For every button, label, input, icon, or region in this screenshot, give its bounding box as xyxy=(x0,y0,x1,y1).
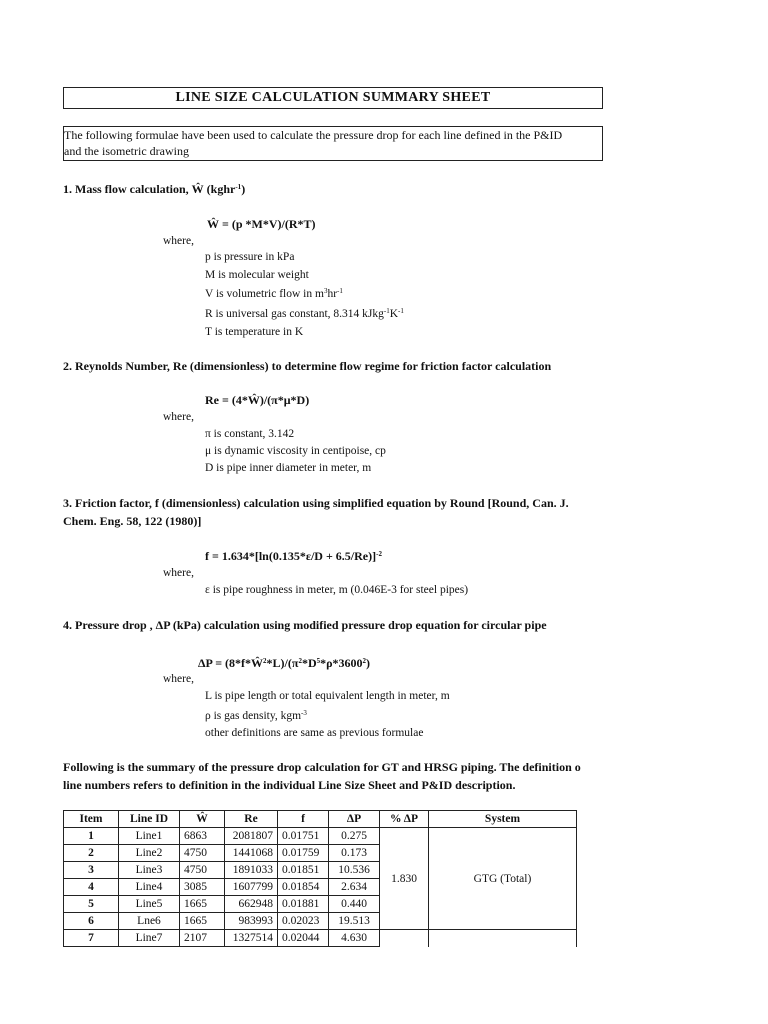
cell-line-id: Line1 xyxy=(119,828,180,845)
col-header-system: System xyxy=(429,811,577,828)
cell-line-id: Lne6 xyxy=(119,913,180,930)
cell-line-id: Line7 xyxy=(119,930,180,947)
cell-re: 662948 xyxy=(225,896,278,913)
cell-w: 6863 xyxy=(180,828,225,845)
cell-dp: 0.275 xyxy=(329,828,380,845)
cell-f: 0.01751 xyxy=(278,828,329,845)
cell-f: 0.01854 xyxy=(278,879,329,896)
cell-re: 983993 xyxy=(225,913,278,930)
intro-line-2: and the isometric drawing xyxy=(64,144,189,158)
def-volumetric-flow: V is volumetric flow in $m^3hr^{-1}$ xyxy=(205,287,343,300)
cell-w: 3085 xyxy=(180,879,225,896)
section-4-heading: 4. Pressure drop , ΔP (kPa) calculation using modified pressure drop equation for circular pipe xyxy=(63,618,547,632)
col-header-line-id: Line ID xyxy=(119,811,180,828)
cell-item: 6 xyxy=(64,913,119,930)
section-3-heading-line-1: 3. Friction factor, f (dimensionless) calculation using simplified equation by Round [Round, Can. J. xyxy=(63,496,569,510)
cell-item: 1 xyxy=(64,828,119,845)
summary-line-2: line numbers refers to definition in the individual Line Size Sheet and P&ID description. xyxy=(63,778,516,792)
cell-dp: 2.634 xyxy=(329,879,380,896)
cell-dp: 10.536 xyxy=(329,862,380,879)
section-1-heading: 1. Mass flow calculation, Ŵ (kghr$^{-1}$) xyxy=(63,182,246,196)
def-viscosity: μ is dynamic viscosity in centipoise, cp xyxy=(205,445,386,457)
cell-item: 2 xyxy=(64,845,119,862)
pressure-drop-summary-table xyxy=(63,810,577,947)
page-title: LINE SIZE CALCULATION SUMMARY SHEET xyxy=(63,87,603,109)
where-label-1: where, xyxy=(163,235,194,247)
col-header-re: Re xyxy=(225,811,278,828)
cell-dp: 4.630 xyxy=(329,930,380,947)
cell-line-id: Line4 xyxy=(119,879,180,896)
intro-line-1: The following formulae have been used to calculate the pressure drop for each line defined in the P&ID xyxy=(64,128,563,142)
def-diameter: D is pipe inner diameter in meter, m xyxy=(205,462,372,474)
cell-system-group: GTG (Total) xyxy=(429,828,577,930)
cell-line-id: Line3 xyxy=(119,862,180,879)
cell-w: 4750 xyxy=(180,845,225,862)
summary-line-1: Following is the summary of the pressure drop calculation for GT and HRSG piping. The definition o xyxy=(63,760,581,774)
def-temperature: T is temperature in K xyxy=(205,326,304,338)
cell-system xyxy=(429,930,577,947)
cell-w: 2107 xyxy=(180,930,225,947)
cell-pct-dp xyxy=(380,930,429,947)
reynolds-equation: Re = (4*Ŵ)/(π*μ*D) xyxy=(205,393,310,407)
def-pressure: p is pressure in kPa xyxy=(205,251,295,263)
cell-re: 1327514 xyxy=(225,930,278,947)
pressure-drop-equation: $\Delta P = (8*f*Ŵ^2*L)/(\pi^2*D^5*\rho*3600^2)$ xyxy=(198,656,371,670)
def-other: other definitions are same as previous formulae xyxy=(205,727,424,739)
cell-dp: 0.173 xyxy=(329,845,380,862)
col-header-dp: ΔP xyxy=(329,811,380,828)
where-label-2: where, xyxy=(163,411,194,423)
cell-re: 1441068 xyxy=(225,845,278,862)
where-label-4: where, xyxy=(163,673,194,685)
friction-factor-equation: $f = 1.634*[\ln(0.135*\varepsilon/D + 6.5/Re)]^{-2}$ xyxy=(205,549,382,563)
col-header-pct-dp: % ΔP xyxy=(380,811,429,828)
cell-line-id: Line2 xyxy=(119,845,180,862)
cell-f: 0.02044 xyxy=(278,930,329,947)
col-header-f: f xyxy=(278,811,329,828)
cell-f: 0.01881 xyxy=(278,896,329,913)
col-header-item: Item xyxy=(64,811,119,828)
def-molecular-weight: M is molecular weight xyxy=(205,269,309,281)
section-3-heading-line-2: Chem. Eng. 58, 122 (1980)] xyxy=(63,514,202,528)
where-label-3: where, xyxy=(163,567,194,579)
intro-box xyxy=(63,126,603,161)
section-2-heading: 2. Reynolds Number, Re (dimensionless) to determine flow regime for friction factor calculation xyxy=(63,359,552,373)
col-header-w: Ŵ xyxy=(180,811,225,828)
cell-item: 3 xyxy=(64,862,119,879)
table-header-row xyxy=(64,811,577,828)
cell-line-id: Line5 xyxy=(119,896,180,913)
def-length: L is pipe length or total equivalent length in meter, m xyxy=(205,690,450,702)
cell-f: 0.01851 xyxy=(278,862,329,879)
cell-re: 1891033 xyxy=(225,862,278,879)
cell-w: 4750 xyxy=(180,862,225,879)
table-row xyxy=(64,828,577,845)
cell-re: 1607799 xyxy=(225,879,278,896)
cell-item: 5 xyxy=(64,896,119,913)
def-roughness: ε is pipe roughness in meter, m (0.046E-3 for steel pipes) xyxy=(205,584,469,596)
cell-dp: 0.440 xyxy=(329,896,380,913)
def-gas-constant: R is universal gas constant, 8.314 $kJkg^{-1}K^{-1}$ xyxy=(205,307,404,320)
cell-w: 1665 xyxy=(180,913,225,930)
cell-pct-dp-group: 1.830 xyxy=(380,828,429,930)
cell-item: 7 xyxy=(64,930,119,947)
cell-f: 0.01759 xyxy=(278,845,329,862)
def-density: ρ is gas density, kgm$^{-3}$ xyxy=(205,709,307,722)
cell-w: 1665 xyxy=(180,896,225,913)
cell-f: 0.02023 xyxy=(278,913,329,930)
table-row xyxy=(64,930,577,947)
def-pi: π is constant, 3.142 xyxy=(205,428,295,440)
cell-dp: 19.513 xyxy=(329,913,380,930)
mass-flow-equation: Ŵ = (p *M*V)/(R*T) xyxy=(207,217,316,231)
cell-item: 4 xyxy=(64,879,119,896)
cell-re: 2081807 xyxy=(225,828,278,845)
